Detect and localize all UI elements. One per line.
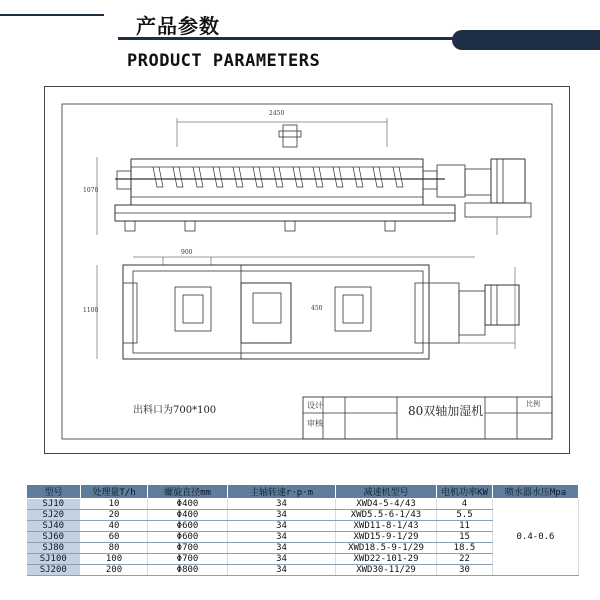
col-header-water-pressure: 喷水器水压Mpa	[493, 485, 579, 499]
cell-capacity: 10	[81, 499, 148, 510]
cell-capacity: 20	[81, 510, 148, 521]
cell-screw-diameter: Φ700	[148, 554, 228, 565]
cell-reducer: XWD4-5-4/43	[336, 499, 437, 510]
cell-reducer: XWD18.5-9-1/29	[336, 543, 437, 554]
cell-screw-diameter: Φ400	[148, 499, 228, 510]
cell-shaft-speed: 34	[228, 554, 336, 565]
technical-drawing	[44, 86, 570, 454]
cell-motor-power: 15	[437, 532, 493, 543]
cell-model: SJ20	[27, 510, 81, 521]
cell-shaft-speed: 34	[228, 510, 336, 521]
table-row	[27, 499, 579, 510]
machine-model-name: 80双轴加湿机	[408, 404, 484, 418]
col-header-capacity: 处理量T/h	[81, 485, 148, 499]
col-header-screw-diameter: 螺旋直径mm	[148, 485, 228, 499]
cell-capacity: 60	[81, 532, 148, 543]
parameters-table	[26, 484, 579, 576]
dimension-inner: 450	[311, 305, 323, 312]
drawing-inner-border	[62, 104, 552, 439]
cell-motor-power: 30	[437, 565, 493, 576]
cell-reducer: XWD15-9-1/29	[336, 532, 437, 543]
cell-shaft-speed: 34	[228, 543, 336, 554]
cell-model: SJ10	[27, 499, 81, 510]
cell-model: SJ60	[27, 532, 81, 543]
cell-reducer: XWD11-8-1/43	[336, 521, 437, 532]
cell-screw-diameter: Φ600	[148, 521, 228, 532]
header-tab-decoration	[452, 30, 600, 50]
cell-model: SJ100	[27, 554, 81, 565]
cell-screw-diameter: Φ800	[148, 565, 228, 576]
section-title-chinese: 产品参数	[136, 14, 220, 38]
cell-reducer: XWD5.5-6-1/43	[336, 510, 437, 521]
table-header-row	[27, 485, 579, 499]
cell-shaft-speed: 34	[228, 565, 336, 576]
title-block-reviewer-label: 审核	[307, 419, 323, 428]
cell-model: SJ200	[27, 565, 81, 576]
section-title-english: PRODUCT PARAMETERS	[127, 51, 321, 71]
cell-reducer: XWD22-101-29	[336, 554, 437, 565]
dimension-plan-width: 1100	[83, 307, 99, 314]
title-block-designer-label: 设计	[307, 401, 323, 410]
header-rule-left	[0, 14, 104, 16]
dimension-top-span: 2450	[269, 110, 285, 117]
cell-screw-diameter: Φ600	[148, 532, 228, 543]
cell-screw-diameter: Φ700	[148, 543, 228, 554]
cell-capacity: 80	[81, 543, 148, 554]
cell-model: SJ80	[27, 543, 81, 554]
cell-shaft-speed: 34	[228, 499, 336, 510]
col-header-motor-power: 电机功率KW	[437, 485, 493, 499]
title-block-scale-label: 比例	[526, 400, 540, 408]
col-header-shaft-speed: 主轴转速r·p·m	[228, 485, 336, 499]
cell-screw-diameter: Φ400	[148, 510, 228, 521]
cell-motor-power: 4	[437, 499, 493, 510]
cell-motor-power: 11	[437, 521, 493, 532]
cell-capacity: 100	[81, 554, 148, 565]
cell-reducer: XWD30-11/29	[336, 565, 437, 576]
cell-capacity: 40	[81, 521, 148, 532]
cell-motor-power: 22	[437, 554, 493, 565]
col-header-model: 型号	[27, 485, 81, 499]
dimension-plan-span: 900	[181, 249, 193, 256]
col-header-reducer: 减速机型号	[336, 485, 437, 499]
cell-motor-power: 5.5	[437, 510, 493, 521]
cell-shaft-speed: 34	[228, 532, 336, 543]
dimension-height: 1070	[83, 187, 99, 194]
cell-water-pressure: 0.4-0.6	[493, 499, 579, 576]
outlet-size-note: 出料口为700*100	[133, 405, 217, 416]
cell-capacity: 200	[81, 565, 148, 576]
cell-model: SJ40	[27, 521, 81, 532]
cell-motor-power: 18.5	[437, 543, 493, 554]
cell-shaft-speed: 34	[228, 521, 336, 532]
